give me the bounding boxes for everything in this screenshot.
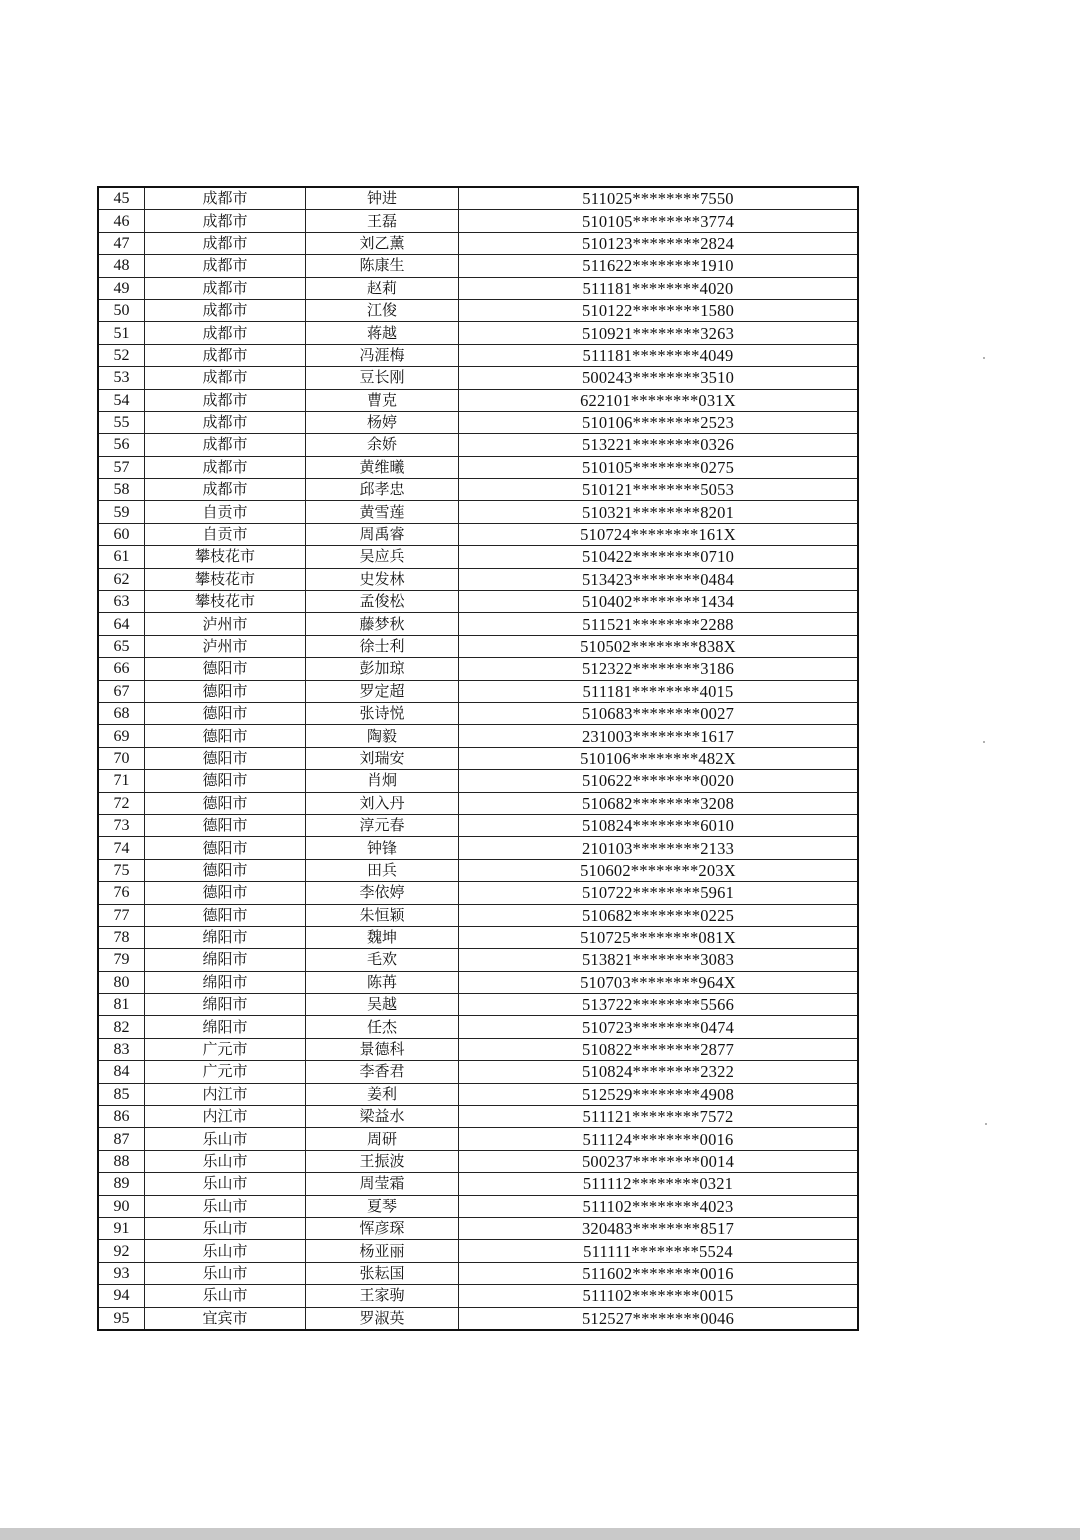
city-cell: 德阳市 xyxy=(145,837,306,859)
city-cell: 德阳市 xyxy=(145,680,306,702)
table-row xyxy=(98,232,858,254)
city-cell: 绵阳市 xyxy=(145,1016,306,1038)
city-cell: 成都市 xyxy=(145,411,306,433)
name-cell: 陈康生 xyxy=(306,255,459,277)
city-cell: 广元市 xyxy=(145,1038,306,1060)
id-number-cell: 510722********5961 xyxy=(459,882,859,904)
table-row xyxy=(98,434,858,456)
city-cell: 泸州市 xyxy=(145,613,306,635)
id-number-cell: 511102********0015 xyxy=(459,1285,859,1307)
name-cell: 罗定超 xyxy=(306,680,459,702)
row-number-cell: 75 xyxy=(98,859,145,881)
name-cell: 王振波 xyxy=(306,1150,459,1172)
row-number-cell: 86 xyxy=(98,1106,145,1128)
viewer-bottom-bar xyxy=(0,1528,1080,1540)
id-number-cell: 512527********0046 xyxy=(459,1307,859,1330)
table-row xyxy=(98,1061,858,1083)
name-cell: 杨亚丽 xyxy=(306,1240,459,1262)
id-number-cell: 320483********8517 xyxy=(459,1217,859,1239)
id-number-cell: 510602********203X xyxy=(459,859,859,881)
id-number-cell: 510682********0225 xyxy=(459,904,859,926)
name-cell: 赵莉 xyxy=(306,277,459,299)
table-row xyxy=(98,591,858,613)
table-row xyxy=(98,814,858,836)
name-cell: 史发林 xyxy=(306,568,459,590)
id-number-cell: 513821********3083 xyxy=(459,949,859,971)
name-cell: 罗淑英 xyxy=(306,1307,459,1330)
city-cell: 攀枝花市 xyxy=(145,546,306,568)
id-number-cell: 511181********4020 xyxy=(459,277,859,299)
row-number-cell: 90 xyxy=(98,1195,145,1217)
id-number-cell: 510122********1580 xyxy=(459,299,859,321)
id-number-cell: 511622********1910 xyxy=(459,255,859,277)
row-number-cell: 77 xyxy=(98,904,145,926)
name-cell: 任杰 xyxy=(306,1016,459,1038)
scan-speck xyxy=(983,741,985,743)
table-row xyxy=(98,702,858,724)
table-row xyxy=(98,299,858,321)
table-row xyxy=(98,792,858,814)
name-cell: 夏琴 xyxy=(306,1195,459,1217)
name-cell: 李依婷 xyxy=(306,882,459,904)
table-row xyxy=(98,344,858,366)
table-row xyxy=(98,1016,858,1038)
table-row xyxy=(98,859,858,881)
name-cell: 蒋越 xyxy=(306,322,459,344)
name-cell: 姜利 xyxy=(306,1083,459,1105)
row-number-cell: 59 xyxy=(98,501,145,523)
city-cell: 德阳市 xyxy=(145,882,306,904)
table-row xyxy=(98,1173,858,1195)
id-number-cell: 510682********3208 xyxy=(459,792,859,814)
row-number-cell: 45 xyxy=(98,187,145,210)
city-cell: 乐山市 xyxy=(145,1150,306,1172)
row-number-cell: 76 xyxy=(98,882,145,904)
id-number-cell: 510105********0275 xyxy=(459,456,859,478)
id-number-cell: 511124********0016 xyxy=(459,1128,859,1150)
table-row xyxy=(98,187,858,210)
name-cell: 钟锋 xyxy=(306,837,459,859)
id-number-cell: 510723********0474 xyxy=(459,1016,859,1038)
table-row xyxy=(98,523,858,545)
id-number-cell: 511112********0321 xyxy=(459,1173,859,1195)
name-cell: 杨婷 xyxy=(306,411,459,433)
city-cell: 德阳市 xyxy=(145,702,306,724)
city-cell: 成都市 xyxy=(145,255,306,277)
table-row xyxy=(98,1083,858,1105)
table-row xyxy=(98,367,858,389)
table-row xyxy=(98,658,858,680)
city-cell: 内江市 xyxy=(145,1106,306,1128)
id-number-cell: 510724********161X xyxy=(459,523,859,545)
table-row xyxy=(98,747,858,769)
row-number-cell: 92 xyxy=(98,1240,145,1262)
table-row xyxy=(98,1106,858,1128)
city-cell: 自贡市 xyxy=(145,523,306,545)
row-number-cell: 58 xyxy=(98,479,145,501)
name-cell: 余娇 xyxy=(306,434,459,456)
city-cell: 成都市 xyxy=(145,367,306,389)
row-number-cell: 74 xyxy=(98,837,145,859)
table-row xyxy=(98,1285,858,1307)
name-cell: 恽彦琛 xyxy=(306,1217,459,1239)
name-cell: 李香君 xyxy=(306,1061,459,1083)
name-cell: 肖炯 xyxy=(306,770,459,792)
row-number-cell: 60 xyxy=(98,523,145,545)
row-number-cell: 47 xyxy=(98,232,145,254)
id-number-cell: 511102********4023 xyxy=(459,1195,859,1217)
table-row xyxy=(98,770,858,792)
table-row xyxy=(98,456,858,478)
name-cell: 冯涯梅 xyxy=(306,344,459,366)
row-number-cell: 69 xyxy=(98,725,145,747)
table-row xyxy=(98,949,858,971)
name-cell: 曹克 xyxy=(306,389,459,411)
row-number-cell: 87 xyxy=(98,1128,145,1150)
city-cell: 绵阳市 xyxy=(145,926,306,948)
city-cell: 乐山市 xyxy=(145,1195,306,1217)
id-number-cell: 510321********8201 xyxy=(459,501,859,523)
name-cell: 陈苒 xyxy=(306,971,459,993)
scan-speck xyxy=(985,1123,987,1125)
name-cell: 王磊 xyxy=(306,210,459,232)
city-cell: 泸州市 xyxy=(145,635,306,657)
table-row xyxy=(98,389,858,411)
city-cell: 成都市 xyxy=(145,479,306,501)
name-cell: 钟进 xyxy=(306,187,459,210)
id-number-cell: 231003********1617 xyxy=(459,725,859,747)
city-cell: 攀枝花市 xyxy=(145,591,306,613)
id-number-cell: 511025********7550 xyxy=(459,187,859,210)
row-number-cell: 50 xyxy=(98,299,145,321)
id-number-cell: 513722********5566 xyxy=(459,994,859,1016)
id-number-cell: 510106********2523 xyxy=(459,411,859,433)
table-row xyxy=(98,725,858,747)
id-number-cell: 510106********482X xyxy=(459,747,859,769)
table-row xyxy=(98,568,858,590)
city-cell: 成都市 xyxy=(145,277,306,299)
table-row xyxy=(98,635,858,657)
row-number-cell: 53 xyxy=(98,367,145,389)
row-number-cell: 91 xyxy=(98,1217,145,1239)
table-row xyxy=(98,501,858,523)
city-cell: 乐山市 xyxy=(145,1217,306,1239)
city-cell: 德阳市 xyxy=(145,792,306,814)
table-row xyxy=(98,613,858,635)
scan-speck xyxy=(983,357,985,359)
id-number-cell: 513423********0484 xyxy=(459,568,859,590)
row-number-cell: 51 xyxy=(98,322,145,344)
name-cell: 彭加琼 xyxy=(306,658,459,680)
table-row xyxy=(98,411,858,433)
table-row xyxy=(98,837,858,859)
city-cell: 德阳市 xyxy=(145,658,306,680)
city-cell: 乐山市 xyxy=(145,1173,306,1195)
city-cell: 成都市 xyxy=(145,434,306,456)
name-cell: 陶毅 xyxy=(306,725,459,747)
row-number-cell: 68 xyxy=(98,702,145,724)
row-number-cell: 89 xyxy=(98,1173,145,1195)
id-number-cell: 510123********2824 xyxy=(459,232,859,254)
name-cell: 藤梦秋 xyxy=(306,613,459,635)
city-cell: 成都市 xyxy=(145,344,306,366)
row-number-cell: 48 xyxy=(98,255,145,277)
row-number-cell: 80 xyxy=(98,971,145,993)
city-cell: 绵阳市 xyxy=(145,971,306,993)
row-number-cell: 93 xyxy=(98,1262,145,1284)
table-row xyxy=(98,322,858,344)
id-number-cell: 511521********2288 xyxy=(459,613,859,635)
city-cell: 内江市 xyxy=(145,1083,306,1105)
name-cell: 豆长刚 xyxy=(306,367,459,389)
roster-table-body xyxy=(98,187,858,1330)
id-number-cell: 510622********0020 xyxy=(459,770,859,792)
table-row xyxy=(98,680,858,702)
name-cell: 梁益水 xyxy=(306,1106,459,1128)
table-row xyxy=(98,882,858,904)
name-cell: 周研 xyxy=(306,1128,459,1150)
row-number-cell: 88 xyxy=(98,1150,145,1172)
table-row xyxy=(98,971,858,993)
id-number-cell: 512529********4908 xyxy=(459,1083,859,1105)
row-number-cell: 95 xyxy=(98,1307,145,1330)
name-cell: 周莹霜 xyxy=(306,1173,459,1195)
city-cell: 广元市 xyxy=(145,1061,306,1083)
row-number-cell: 81 xyxy=(98,994,145,1016)
name-cell: 刘瑞安 xyxy=(306,747,459,769)
name-cell: 毛欢 xyxy=(306,949,459,971)
city-cell: 德阳市 xyxy=(145,770,306,792)
id-number-cell: 510824********2322 xyxy=(459,1061,859,1083)
table-row xyxy=(98,1240,858,1262)
row-number-cell: 65 xyxy=(98,635,145,657)
id-number-cell: 510824********6010 xyxy=(459,814,859,836)
row-number-cell: 62 xyxy=(98,568,145,590)
row-number-cell: 64 xyxy=(98,613,145,635)
name-cell: 张诗悦 xyxy=(306,702,459,724)
table-row xyxy=(98,1262,858,1284)
id-number-cell: 511111********5524 xyxy=(459,1240,859,1262)
city-cell: 德阳市 xyxy=(145,904,306,926)
table-row xyxy=(98,1217,858,1239)
row-number-cell: 71 xyxy=(98,770,145,792)
table-row xyxy=(98,546,858,568)
city-cell: 乐山市 xyxy=(145,1128,306,1150)
id-number-cell: 510683********0027 xyxy=(459,702,859,724)
name-cell: 淳元春 xyxy=(306,814,459,836)
city-cell: 绵阳市 xyxy=(145,949,306,971)
row-number-cell: 56 xyxy=(98,434,145,456)
row-number-cell: 70 xyxy=(98,747,145,769)
row-number-cell: 46 xyxy=(98,210,145,232)
id-number-cell: 511181********4049 xyxy=(459,344,859,366)
id-number-cell: 500243********3510 xyxy=(459,367,859,389)
row-number-cell: 82 xyxy=(98,1016,145,1038)
id-number-cell: 622101********031X xyxy=(459,389,859,411)
table-row xyxy=(98,1195,858,1217)
city-cell: 成都市 xyxy=(145,232,306,254)
row-number-cell: 79 xyxy=(98,949,145,971)
id-number-cell: 513221********0326 xyxy=(459,434,859,456)
city-cell: 乐山市 xyxy=(145,1285,306,1307)
city-cell: 攀枝花市 xyxy=(145,568,306,590)
id-number-cell: 510703********964X xyxy=(459,971,859,993)
city-cell: 成都市 xyxy=(145,456,306,478)
city-cell: 乐山市 xyxy=(145,1262,306,1284)
city-cell: 成都市 xyxy=(145,210,306,232)
row-number-cell: 85 xyxy=(98,1083,145,1105)
table-row xyxy=(98,904,858,926)
table-row xyxy=(98,1307,858,1330)
table-row xyxy=(98,1038,858,1060)
table-row xyxy=(98,277,858,299)
id-number-cell: 510502********838X xyxy=(459,635,859,657)
id-number-cell: 511121********7572 xyxy=(459,1106,859,1128)
row-number-cell: 83 xyxy=(98,1038,145,1060)
id-number-cell: 510422********0710 xyxy=(459,546,859,568)
name-cell: 吴应兵 xyxy=(306,546,459,568)
name-cell: 吴越 xyxy=(306,994,459,1016)
id-number-cell: 511181********4015 xyxy=(459,680,859,702)
name-cell: 景德科 xyxy=(306,1038,459,1060)
name-cell: 孟俊松 xyxy=(306,591,459,613)
row-number-cell: 78 xyxy=(98,926,145,948)
id-number-cell: 510105********3774 xyxy=(459,210,859,232)
city-cell: 德阳市 xyxy=(145,725,306,747)
id-number-cell: 510822********2877 xyxy=(459,1038,859,1060)
city-cell: 德阳市 xyxy=(145,747,306,769)
row-number-cell: 61 xyxy=(98,546,145,568)
name-cell: 周禹睿 xyxy=(306,523,459,545)
city-cell: 德阳市 xyxy=(145,814,306,836)
city-cell: 成都市 xyxy=(145,187,306,210)
row-number-cell: 52 xyxy=(98,344,145,366)
city-cell: 乐山市 xyxy=(145,1240,306,1262)
roster-table xyxy=(97,186,859,1331)
city-cell: 宜宾市 xyxy=(145,1307,306,1330)
row-number-cell: 55 xyxy=(98,411,145,433)
city-cell: 成都市 xyxy=(145,389,306,411)
id-number-cell: 500237********0014 xyxy=(459,1150,859,1172)
row-number-cell: 84 xyxy=(98,1061,145,1083)
id-number-cell: 512322********3186 xyxy=(459,658,859,680)
table-row xyxy=(98,1128,858,1150)
id-number-cell: 510725********081X xyxy=(459,926,859,948)
row-number-cell: 72 xyxy=(98,792,145,814)
id-number-cell: 510121********5053 xyxy=(459,479,859,501)
city-cell: 自贡市 xyxy=(145,501,306,523)
name-cell: 王家驹 xyxy=(306,1285,459,1307)
table-row xyxy=(98,255,858,277)
row-number-cell: 57 xyxy=(98,456,145,478)
row-number-cell: 66 xyxy=(98,658,145,680)
row-number-cell: 67 xyxy=(98,680,145,702)
row-number-cell: 94 xyxy=(98,1285,145,1307)
name-cell: 黄维曦 xyxy=(306,456,459,478)
row-number-cell: 49 xyxy=(98,277,145,299)
name-cell: 邱孝忠 xyxy=(306,479,459,501)
id-number-cell: 210103********2133 xyxy=(459,837,859,859)
name-cell: 江俊 xyxy=(306,299,459,321)
row-number-cell: 54 xyxy=(98,389,145,411)
id-number-cell: 510402********1434 xyxy=(459,591,859,613)
name-cell: 朱恒颖 xyxy=(306,904,459,926)
name-cell: 黄雪莲 xyxy=(306,501,459,523)
row-number-cell: 63 xyxy=(98,591,145,613)
table-row xyxy=(98,994,858,1016)
city-cell: 成都市 xyxy=(145,322,306,344)
table-row xyxy=(98,926,858,948)
id-number-cell: 511602********0016 xyxy=(459,1262,859,1284)
name-cell: 刘入丹 xyxy=(306,792,459,814)
table-row xyxy=(98,1150,858,1172)
row-number-cell: 73 xyxy=(98,814,145,836)
name-cell: 田兵 xyxy=(306,859,459,881)
name-cell: 张耘国 xyxy=(306,1262,459,1284)
table-row xyxy=(98,210,858,232)
name-cell: 刘乙薰 xyxy=(306,232,459,254)
id-number-cell: 510921********3263 xyxy=(459,322,859,344)
city-cell: 绵阳市 xyxy=(145,994,306,1016)
city-cell: 德阳市 xyxy=(145,859,306,881)
name-cell: 徐士利 xyxy=(306,635,459,657)
city-cell: 成都市 xyxy=(145,299,306,321)
table-row xyxy=(98,479,858,501)
name-cell: 魏坤 xyxy=(306,926,459,948)
